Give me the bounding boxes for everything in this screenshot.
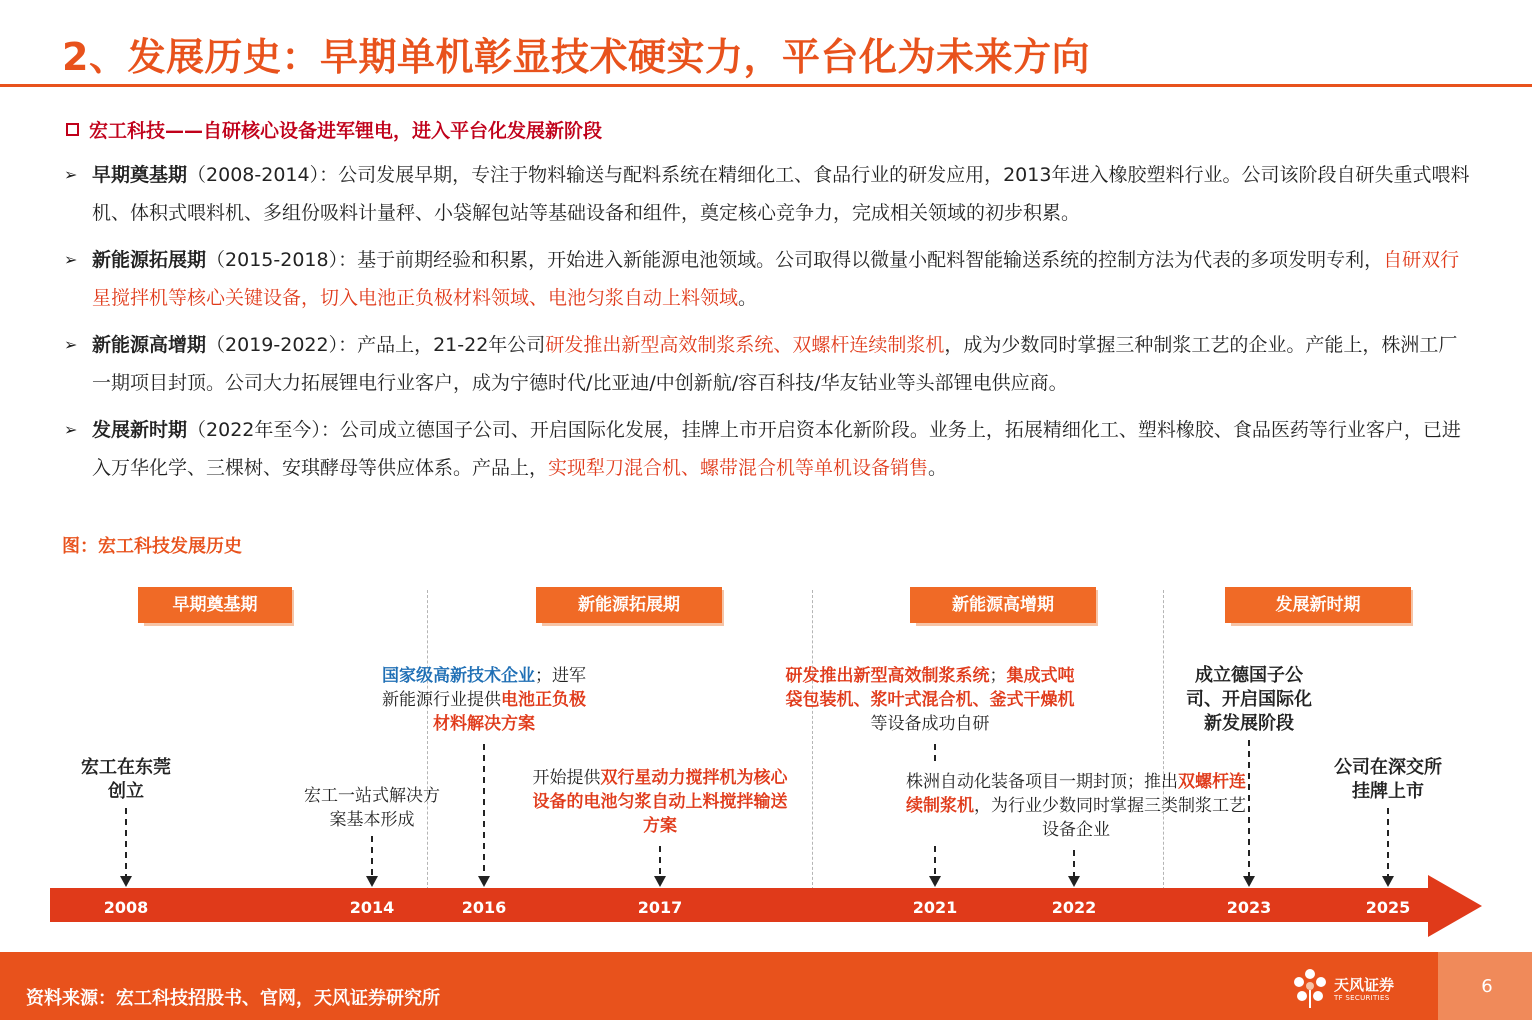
bullet-highlight: 实现犁刀混合机、螺带混合机等单机设备销售 — [548, 457, 929, 479]
bullet-period: （2015-2018）： — [206, 249, 358, 271]
bullet-period: （2022年至今）： — [187, 419, 340, 441]
phase-growth: 新能源高增期 — [910, 587, 1096, 623]
bullet-period: （2019-2022）： — [206, 334, 358, 356]
arrowhead-2017 — [654, 876, 666, 887]
bullet-text: 公司成立德国子公司、开启国际化发展，挂牌上市开启资本化新阶段。业务上，拓展精细化工、塑料橡胶、食品医药等行业客户，已进入万华化学、三棵树、安琪酵母等供应体系。产品上， — [92, 419, 1461, 479]
event-2022: 株洲自动化装备项目一期封顶；推出双螺杆连续制浆机，为行业少数同时掌握三类制浆工艺设备企业 — [906, 772, 1246, 840]
arrowhead-2014 — [366, 876, 378, 887]
year-2025: 2025 — [1365, 898, 1411, 917]
bullet-label: 新能源拓展期 — [92, 249, 207, 271]
figure-caption: 图：宏工科技发展历史 — [62, 536, 242, 557]
source-note: 资料来源：宏工科技招股书、官网，天风证券研究所 — [26, 988, 440, 1009]
year-2017: 2017 — [637, 898, 683, 917]
arrowhead-2016 — [478, 876, 490, 887]
bullet-highlight: 自研双行星搅拌机等核心关键设备，切入电池正负极材料领域、电池匀浆自动上料领域 — [92, 249, 1460, 309]
bullet-text-end: 。 — [928, 457, 948, 479]
phase-new-era: 发展新时期 — [1225, 587, 1411, 623]
phase-expansion: 新能源拓展期 — [536, 587, 722, 623]
page-title: 2、发展历史：早期单机彰显技术硬实力，平台化为未来方向 — [62, 35, 1090, 79]
event-2025: 公司在深交所挂牌上市 — [1334, 757, 1442, 802]
logo-subtext: TF SECURITIES — [1334, 994, 1390, 1002]
year-2023: 2023 — [1226, 898, 1272, 917]
page-number: 6 — [1481, 976, 1493, 997]
bullet-label: 新能源高增期 — [92, 334, 207, 356]
arrow-bullet-icon: ➢ — [64, 250, 78, 269]
bullet-text: 产品上，21-22年公司 — [357, 334, 546, 356]
company-logo — [1290, 966, 1440, 1010]
arrowhead-2022 — [1068, 876, 1080, 887]
bullet-text: 公司发展早期，专注于物料输送与配料系统在精细化工、食品行业的研发应用，2013年进入橡胶塑料行业。公司该阶段自研失重式喂料机、体积式喂料机、多组份吸料计量秤、小袋解包站等基础设备和组件，奠定核心竞争力，完成相关领域的初步积累。 — [92, 164, 1470, 224]
bullet-label: 早期奠基期 — [92, 164, 188, 186]
year-2016: 2016 — [461, 898, 507, 917]
event-2023: 成立德国子公司、开启国际化新发展阶段 — [1186, 665, 1312, 734]
bullet-text: 基于前期经验和积累，开始进入新能源电池领域。公司取得以微量小配料智能输送系统的控制方法为代表的多项发明专利， — [357, 249, 1384, 271]
bullet-text-end: 。 — [738, 287, 758, 309]
event-2017: 开始提供双行星动力搅拌机为核心设备的电池匀浆自动上料搅拌输送方案 — [532, 768, 788, 836]
year-2021: 2021 — [912, 898, 958, 917]
subheading-text: 宏工科技——自研核心设备进军锂电，进入平台化发展新阶段 — [89, 120, 603, 142]
arrow-bullet-icon: ➢ — [64, 165, 78, 184]
arrowhead-2023 — [1243, 876, 1255, 887]
bullet-highlight: 研发推出新型高效制浆系统、双螺杆连续制浆机 — [545, 334, 945, 356]
event-2021: 研发推出新型高效制浆系统；集成式吨袋包装机、浆叶式混合机、釜式干燥机等设备成功自研 — [785, 666, 1075, 734]
bullet-period: （2008-2014）： — [187, 164, 339, 186]
arrowhead-2021 — [929, 876, 941, 887]
bullet-label: 发展新时期 — [92, 419, 188, 441]
flower-logo-icon — [1290, 966, 1330, 1010]
event-2014: 宏工一站式解决方案基本形成 — [304, 786, 440, 830]
arrowhead-2025 — [1382, 876, 1394, 887]
arrow-bullet-icon: ➢ — [64, 420, 78, 439]
logo-text: 天风证券 — [1334, 976, 1395, 994]
connector-arrowheads — [120, 876, 1394, 887]
year-2008: 2008 — [103, 898, 149, 917]
arrow-bullet-icon: ➢ — [64, 335, 78, 354]
arrowhead-2008 — [120, 876, 132, 887]
year-2022: 2022 — [1051, 898, 1097, 917]
year-2014: 2014 — [349, 898, 395, 917]
phase-early: 早期奠基期 — [138, 587, 292, 623]
event-2008: 宏工在东莞创立 — [81, 757, 171, 802]
event-2016: 国家级高新技术企业；进军新能源行业提供电池正负极材料解决方案 — [382, 666, 586, 734]
bullet-text-end: ，成为少数同时掌握三种制浆工艺的企业。产能上，株洲工厂一期项目封顶。公司大力拓展锂电行业客户，成为宁德时代/比亚迪/中创新航/容百科技/华友钴业等头部锂电供应商。 — [92, 334, 1458, 394]
